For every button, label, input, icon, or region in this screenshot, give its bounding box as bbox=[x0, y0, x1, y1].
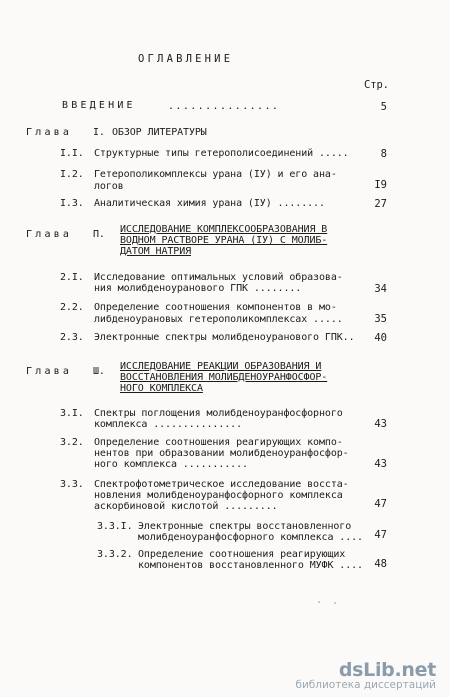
section-line: ния молибденоуранового ГПК ........ bbox=[94, 283, 302, 294]
section-line: новления молибденоуранфосфорного комплекса bbox=[94, 490, 343, 501]
watermark bbox=[295, 659, 436, 691]
section-page: I9 bbox=[374, 179, 387, 191]
subsection-line: компонентов восстановленного МУФК .... bbox=[138, 560, 363, 571]
section-line: Гетерополикомплексы урана (IУ) и его ана- bbox=[94, 169, 337, 180]
section-page: 35 bbox=[374, 313, 387, 325]
chapter-2-label: Глава bbox=[26, 229, 73, 240]
section-number: 2.I. bbox=[60, 272, 84, 283]
section-number: I.3. bbox=[60, 198, 84, 209]
section-page: 8 bbox=[380, 148, 387, 160]
chapter-2-title-line: ИССЛЕДОВАНИЕ КОМПЛЕКСООБРАЗОВАНИЯ В bbox=[120, 224, 328, 235]
chapter-3-number: Ш. bbox=[93, 366, 105, 377]
section-line: Спектры поглощения молибденоуранфосфорного bbox=[94, 408, 343, 419]
chapter-1-title: ОБЗОР ЛИТЕРАТУРЫ bbox=[112, 127, 207, 138]
subsection-page: 48 bbox=[374, 558, 387, 570]
section-line: Определение соотношения компонентов в мо- bbox=[94, 302, 337, 313]
section-page: 43 bbox=[374, 418, 387, 430]
section-number: I.2. bbox=[60, 169, 84, 180]
chapter-3-title-line: ИССЛЕДОВАНИЕ РЕАКЦИИ ОБРАЗОВАНИЯ И bbox=[120, 361, 322, 372]
subsection-number: 3.3.I. bbox=[97, 521, 133, 532]
section-number: 3.I. bbox=[60, 408, 84, 419]
subsection-number: 3.3.2. bbox=[97, 549, 133, 560]
section-line: Определение соотношения реагирующих компо- bbox=[94, 437, 343, 448]
watermark-subtitle: библиотека диссертаций bbox=[295, 679, 436, 691]
section-page: 47 bbox=[374, 498, 387, 510]
section-line: ного комплекса ........... bbox=[94, 459, 248, 470]
subsection-line: Определение соотношения реагирующих bbox=[138, 549, 346, 560]
subsection-page: 47 bbox=[374, 529, 387, 541]
chapter-1-number: I. bbox=[93, 127, 105, 138]
chapter-2-number: П. bbox=[93, 229, 105, 240]
chapter-3-title-line: НОГО КОМПЛЕКСА bbox=[120, 383, 203, 394]
section-line: Электронные спектры молибденоуранового ГПК.. bbox=[94, 332, 355, 343]
section-number: I.I. bbox=[60, 148, 84, 159]
intro-title: ВВЕДЕНИЕ bbox=[62, 100, 136, 111]
section-number: 2.3. bbox=[60, 332, 84, 343]
section-page: 27 bbox=[374, 198, 387, 210]
chapter-1-label: Глава bbox=[26, 127, 73, 138]
section-number: 2.2. bbox=[60, 302, 84, 313]
section-line: Исследование оптимальных условий образова- bbox=[94, 272, 343, 283]
section-line: Структурные типы гетерополисоединений ..... bbox=[94, 148, 349, 159]
section-line: Спектрофотометрическое исследование восста- bbox=[94, 479, 349, 490]
section-page: 40 bbox=[374, 332, 387, 344]
section-page: 43 bbox=[374, 458, 387, 470]
scan-speck bbox=[318, 601, 320, 603]
section-line: нентов при образовании молибденоуранфосфор- bbox=[94, 448, 349, 459]
toc-title: ОГЛАВЛЕНИЕ bbox=[138, 53, 234, 65]
chapter-2-title-line: ДАТОМ НАТРИЯ bbox=[120, 246, 192, 257]
section-number: 3.3. bbox=[60, 479, 84, 490]
chapter-3-title-line: ВОССТАНОВЛЕНИЯ МОЛИБДЕНОУРАНФОСФОР- bbox=[120, 372, 328, 383]
chapter-2-title-line: ВОДНОМ РАСТВОРЕ УРАНА (IУ) С МОЛИБ- bbox=[120, 235, 328, 246]
subsection-line: Электронные спектры восстановленного bbox=[138, 521, 352, 532]
section-number: 3.2. bbox=[60, 437, 84, 448]
section-page: 34 bbox=[374, 283, 387, 295]
section-line: Аналитическая химия урана (IУ) ........ bbox=[94, 198, 325, 209]
intro-leader: ............... bbox=[168, 101, 280, 112]
scan-speck bbox=[334, 602, 336, 604]
section-line: логов bbox=[94, 181, 124, 192]
section-line: аскорбиновой кислотой ......... bbox=[94, 501, 278, 512]
page-column-label: Стр. bbox=[364, 79, 389, 91]
section-line: либденоурановых гетерополикомплексах ..... bbox=[94, 314, 343, 325]
intro-page: 5 bbox=[380, 101, 387, 113]
subsection-line: молибденоуранфосфорного комплекса .... bbox=[138, 532, 363, 543]
watermark-logo: dsLib.net bbox=[338, 659, 436, 681]
section-line: комплекса ............... bbox=[94, 419, 243, 430]
chapter-3-label: Глава bbox=[26, 366, 73, 377]
